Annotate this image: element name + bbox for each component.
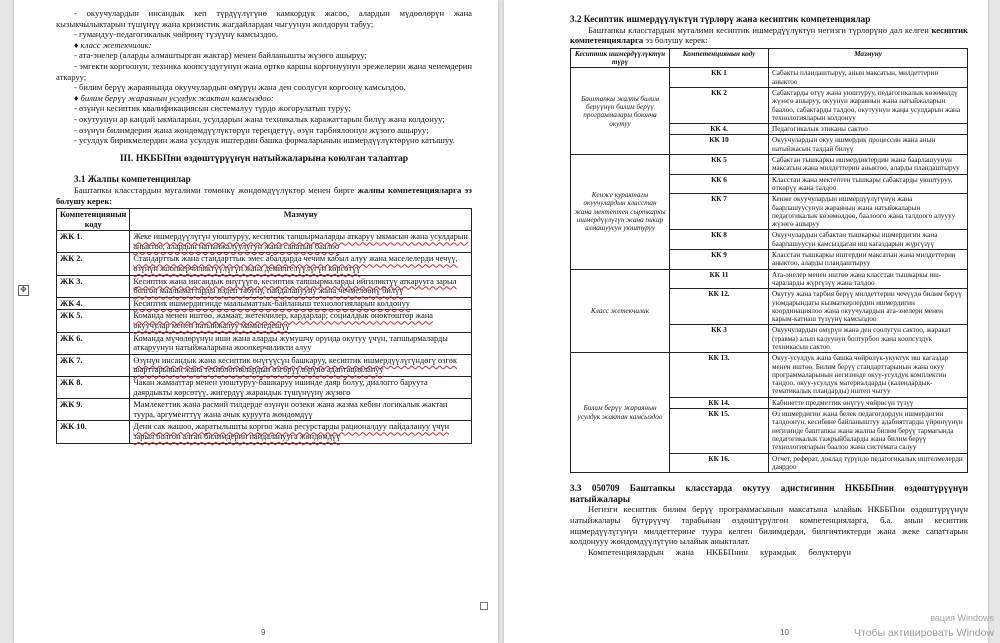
competency-code: КК 14. bbox=[670, 397, 769, 408]
activation-watermark-line1: вация Windows bbox=[930, 613, 994, 623]
table-move-handle-icon[interactable]: ✥ bbox=[18, 285, 29, 296]
activation-watermark-line2: Чтобы активировать Window bbox=[854, 627, 994, 639]
page-number: 9 bbox=[261, 628, 266, 637]
table-row bbox=[571, 353, 968, 397]
competency-text: Команда мүчөлөрүнүн иши жана аларды жумушчу орунда окутуу үчүн, тапшырмаларды аткаруунун натыйжаларына жоопкерчиликти алуу bbox=[130, 332, 472, 354]
competency-text: Өз ишмердигин жана белек педагогдордун ишмердигин талдоонун, кесибине байланыштуу адабияттарды үйрөнүүнүн негизинде баштапкы жана жалпы билим берүү тармагында педагогикалык тажрыйбаларды жана билим берүү технологияларын баалоо жана системага салуу bbox=[769, 409, 968, 453]
general-competencies-table bbox=[56, 208, 472, 443]
page-left-content bbox=[56, 8, 472, 444]
professional-competencies-table bbox=[570, 48, 968, 473]
table-row bbox=[571, 269, 968, 289]
page-number: 10 bbox=[780, 628, 789, 637]
activity-type: Баштапкы жалпы билим берүүнүн билим берүү программалары боюнча окутуу bbox=[571, 68, 670, 155]
intro-bold-text: кесиптик компетенцияларга bbox=[570, 24, 968, 46]
competency-code: КК 4. bbox=[670, 124, 769, 135]
paragraph: - өзүнүн билимдерин жана жөндөмдүүлүктөрүн тереңдетүү, өзүн тарбиялоонун жүзөгө ашыруу; bbox=[74, 124, 429, 135]
competency-text: Жеке ишмердүүлүгүн уюштуруу, кесиптик тапшырмаларды аткаруу ыкмасын жана усулдарын аныктоо, алардын натыйжалуулугун жана сапатын баалоо bbox=[130, 231, 472, 253]
competency-code: ЖК 6. bbox=[57, 332, 130, 354]
competency-code: КК 2 bbox=[670, 87, 769, 123]
competency-text: Чакан жамааттар менен уюштуруу-башкаруу ишинде даяр болуу, диалогго баруута даярдыкты көрсөтүү, жигердүү жарандык түшүнүүнү жүзөгө bbox=[130, 377, 472, 399]
list-heading: ♦ билим берүү жараянын усулдук жактан камсыздоо: bbox=[74, 92, 274, 103]
competency-code: КК 9 bbox=[670, 250, 769, 270]
competency-text: Стандарттык жана стандарттык эмес абалдарда чечим кабыл алуу жана маселелерди чечүү, өзүнүн жоопкерчиликтүүлүгүн жана демилгелүүлүгүн көрсөтүү bbox=[130, 253, 472, 275]
table-row bbox=[571, 155, 968, 175]
table-row bbox=[57, 253, 472, 275]
competency-text: Окуучулардын өмүрүн жана ден соолугун сактоо, жаракат (травма) алып калуунун болтурбоо жана коопсуздук техникасын сактоо bbox=[769, 325, 968, 353]
paragraph: - усулдук бирикмелердин жана усулдук иштердин башка формаларынын ишмердүүлүктөрүнө катышуу. bbox=[74, 135, 455, 146]
competency-text: Мамлекеттик жана расмий тилдерде өзүнүн оозеки жана жазма кебин логикалык жактан туура, аргументтүү жана ачык куруута жөндөмдүү bbox=[130, 399, 472, 421]
intro-paragraph bbox=[56, 185, 472, 206]
document-page-right bbox=[504, 0, 988, 643]
paragraph: - ата-энелер (аларды алмаштырган жактар) менен байланышты жүзөгө ашыруу; bbox=[74, 50, 367, 61]
competency-text: Ата-энелер менен иштөө жана класстан тышкаркы иш-чараларды жүргүзүү жана талдоо bbox=[769, 269, 968, 289]
competency-text: Кесиптик жана инсандык өнүгүүгө, кесиптик тапшырмаларды ийгиликтүү аткарууга зарыл болгон маалыматтарды издеп табуну, пайдаланууну жана чечмелөөнү билүү bbox=[130, 275, 472, 297]
subsection-title: 3.2 Кесиптик ишмердүүлүктүн түрлөрү жана кесиптик компетенциялар bbox=[570, 14, 871, 24]
competency-code: КК 16. bbox=[670, 453, 769, 473]
document-page-left bbox=[14, 0, 498, 643]
competency-code: КК 3 bbox=[670, 325, 769, 353]
table-row bbox=[57, 377, 472, 399]
competency-code: КК 6 bbox=[670, 174, 769, 194]
competency-text: Отчет, реферат, доклад түрүндө педагогикалык иштелмелерди даярдоо bbox=[769, 453, 968, 473]
competency-code: КК 15. bbox=[670, 409, 769, 453]
competency-text: Кесиптик ишмердигинде маалыматтык-байланыш технологияларын колдонуу bbox=[130, 297, 472, 310]
activity-type: Класс жетекчилик bbox=[571, 269, 670, 353]
competency-code: КК 11 bbox=[670, 269, 769, 289]
column-header-code: Компетенциянын коду bbox=[670, 48, 769, 68]
page-right-content bbox=[570, 14, 968, 557]
competency-code: ЖК 3. bbox=[57, 275, 130, 297]
table-header-row bbox=[57, 209, 472, 231]
subsection-title: 3.1 Жалпы компетенциялар bbox=[74, 174, 191, 185]
competency-code: ЖК 2. bbox=[57, 253, 130, 275]
competency-text: Кабинетте предметтик өнүгүү чөйрөсүн түзүү bbox=[769, 397, 968, 408]
competency-text: Команда менен иштөө, жамаат, жетекчилер, кардарлар; социалдык өнөктөштөр жана окуучулар менен натыйжалуу мамиледешүү bbox=[130, 310, 472, 332]
competency-text: Сабактарды өтүү жана уюштуруу, педагогикалык көзөмөлдү жүзөгө ашыруу, окуунун жараянын жана натыйжаларын баалоо, сабактарды талдоо, окутуунун жаңы усулдарын жана технологияларын колдонуу bbox=[769, 87, 968, 123]
paragraph: - өзүнүн кесиптик квалификациясын системалуу түрдө жогорулатып туруу; bbox=[74, 103, 351, 114]
competency-code: ЖК 1. bbox=[57, 231, 130, 253]
competency-code: КК 8 bbox=[670, 230, 769, 250]
intro-paragraph bbox=[570, 25, 968, 46]
competency-text: Дени сак жашоо, жаратылышты коргоо жана ресурстарды рационалдуу пайдалануу үчүн зарыл болгон алган билимдерин пайдаланууга жөндөмдүү bbox=[130, 421, 472, 443]
column-header-code: Компетенциянын коду bbox=[57, 209, 130, 231]
table-resize-handle-icon[interactable] bbox=[480, 602, 488, 610]
paragraph: - гумандуу-педагогикалык чөйрөнү түзүүнү камсыздоо. bbox=[74, 29, 279, 40]
competency-text: Сабакты пландаштыруу, анын максатын, милдеттерин аныктоо bbox=[769, 68, 968, 88]
intro-text: Баштапкы класстардын мугалими төмөнкү жөндөмдүүлүктөр менен бирге bbox=[74, 184, 358, 195]
competency-code: КК 1 bbox=[670, 68, 769, 88]
subsection-title: 3.3 050709 Баштапкы класстарда окутуу адистигинин НКББПнин өздөштүрүүнүн натыйжалары bbox=[570, 483, 968, 504]
competency-code: КК 7 bbox=[670, 194, 769, 230]
table-row bbox=[57, 297, 472, 310]
table-row bbox=[57, 275, 472, 297]
competency-text: Класстан жана мектептен тышкары сабактарды уюштуруу, өткөрүү жана талдоо bbox=[769, 174, 968, 194]
intro-text: Баштапкы класстардын мугалими кесиптик ишмердүүлүктүн негизги түрлөрүнө дал келген bbox=[588, 24, 932, 35]
competency-code: КК 10 bbox=[670, 135, 769, 155]
competency-text: Окуу-усулдук жана башка чөйрөлүк-укуктук иш кагаздар менен иштөө. Билим берүү стандарттарынын жана окуу программаларынын негизинде окуу-усулдук комплектин тандоо, окуу-усулдук материалдарды (календардык-тематикалык пландарды) иштеп чыгуу bbox=[769, 353, 968, 397]
competency-text: Окуучулардын сабактан тышкаркы ишмердигин жана баарлашуусун камсыздаган иш кагаздарын жүргүзүү bbox=[769, 230, 968, 250]
competency-code: ЖК 10. bbox=[57, 421, 130, 443]
paragraph: Негизги кесиптик билим берүү программасынын максатына ылайык НКББПни өздөштүрүүнүн натыйжалары бүтүрүүчү тарабынан өздөштүрүлгөн компетенцияларга, б.а. анын кесиптик ишмердүүлүгүнүн милдеттерине туура келген билимдерди, билгичтиктерди жана жеке сапаттарын колдонууу жөндөмдүүлүгүнө ылайык аныкталат. bbox=[570, 504, 968, 547]
competency-code: ЖК 5. bbox=[57, 310, 130, 332]
competency-text: Кенже окуучулардын ишмердүүлүгүнүн жана баарлашуусунун жараянын жана натыйжаларын педагогикалык көзөмөлдөө, баалоого жана талдоого алуууу жүзөгө ашыруу bbox=[769, 194, 968, 230]
competency-code: КК 12. bbox=[670, 289, 769, 325]
competency-code: ЖК 4. bbox=[57, 297, 130, 310]
competency-text: Өзүнүн инсандык жана кесиптик өнүгүүсүн башкаруу, кесиптик ишмердүүлүгүндөгү өзгөк шарттарынын жана технологиялардын өзгөрүүлөрүнө адаптациялануу bbox=[130, 354, 472, 376]
competency-code: ЖК 7. bbox=[57, 354, 130, 376]
column-header-activity: Кесиптик ишмердүүлүктүн түрү bbox=[571, 48, 670, 68]
table-header-row bbox=[571, 48, 968, 68]
table-row bbox=[571, 68, 968, 88]
table-row bbox=[57, 399, 472, 421]
table-row bbox=[57, 332, 472, 354]
table-row bbox=[57, 310, 472, 332]
paragraph: - эмгекти коргоонун, техника коопсуздугунун жана өрткө каршы коргонуунун эрежелерин жана ченемдерин аткаруу; bbox=[56, 60, 472, 82]
competency-text: Класстан тышкаркы иштердин максатын жана милдеттерин аныктоо, аларды пландаштыруу bbox=[769, 250, 968, 270]
section-title: III. НКББПни өздөштүрүүнүн натыйжаларына коюлган талаптар bbox=[119, 152, 409, 164]
column-header-content: Мазмуну bbox=[130, 209, 472, 231]
paragraph: - окуучулардын инсандык кеп түрдүүлүгүнө камкордук жасоо, алардын мүдөөлөрүн жана кызыкчылыктарын түшүнүү жана кризистик жагдайлардан чыгуунун жолдорун табуу; bbox=[56, 8, 472, 29]
activity-type: Кенже курактагы окуучулардын класстан жана мектептен сырткаркы ишмердүүлүгүн жана пикир алмашуусун уюштуруу bbox=[571, 155, 670, 270]
activity-type: Билим берүү жараянын усулдук жактан камсыздоо bbox=[571, 353, 670, 473]
competency-text: Окутуу жана тарбия берүү милдеттерин чечүүдө билим берүү уюмдарындагы кызматкерлердин ишмердигин координациялоо жана окуучулардын ата-энелери менен карым-катнаш түзүүнү камсыздоо bbox=[769, 289, 968, 325]
competency-code: КК 13. bbox=[670, 353, 769, 397]
paragraph: Компетенциялардын жана НКББПнин курамдык бөлүктөрүн bbox=[588, 546, 851, 557]
intro-bold-text: жалпы компетенцияларга ээ болушу керек: bbox=[56, 184, 472, 206]
list-heading: ♦ класс жетекчилик: bbox=[74, 39, 152, 50]
competency-text: Педагогикалык этиканы сактоо bbox=[769, 124, 968, 135]
competency-code: ЖК 9. bbox=[57, 399, 130, 421]
competency-code: КК 5 bbox=[670, 155, 769, 175]
table-row bbox=[57, 354, 472, 376]
table-row bbox=[57, 421, 472, 443]
intro-end-text: ээ болушу керек: bbox=[643, 35, 708, 46]
column-header-content: Мазмуну bbox=[769, 48, 968, 68]
paragraph: - билим берүү жараянында окуучулардын өмүрүн жана ден соолугун коргоону камсыздоо. bbox=[74, 82, 406, 93]
paragraph: - окутуунун ар кандай ыкмаларын, усулдарын жана техникалык каражаттарын билүү жана колдонуу; bbox=[74, 113, 445, 124]
competency-text: Сабактан тышкаркы ишмердиктердин жана баарлашуунун максатын жана милдеттерин аныктоо, аларды пландаштыруу bbox=[769, 155, 968, 175]
table-row bbox=[57, 231, 472, 253]
competency-code: ЖК 8. bbox=[57, 377, 130, 399]
competency-text: Окуучулардын окуу ишмердик процессин жана анын натыйжасын талдай билүү bbox=[769, 135, 968, 155]
